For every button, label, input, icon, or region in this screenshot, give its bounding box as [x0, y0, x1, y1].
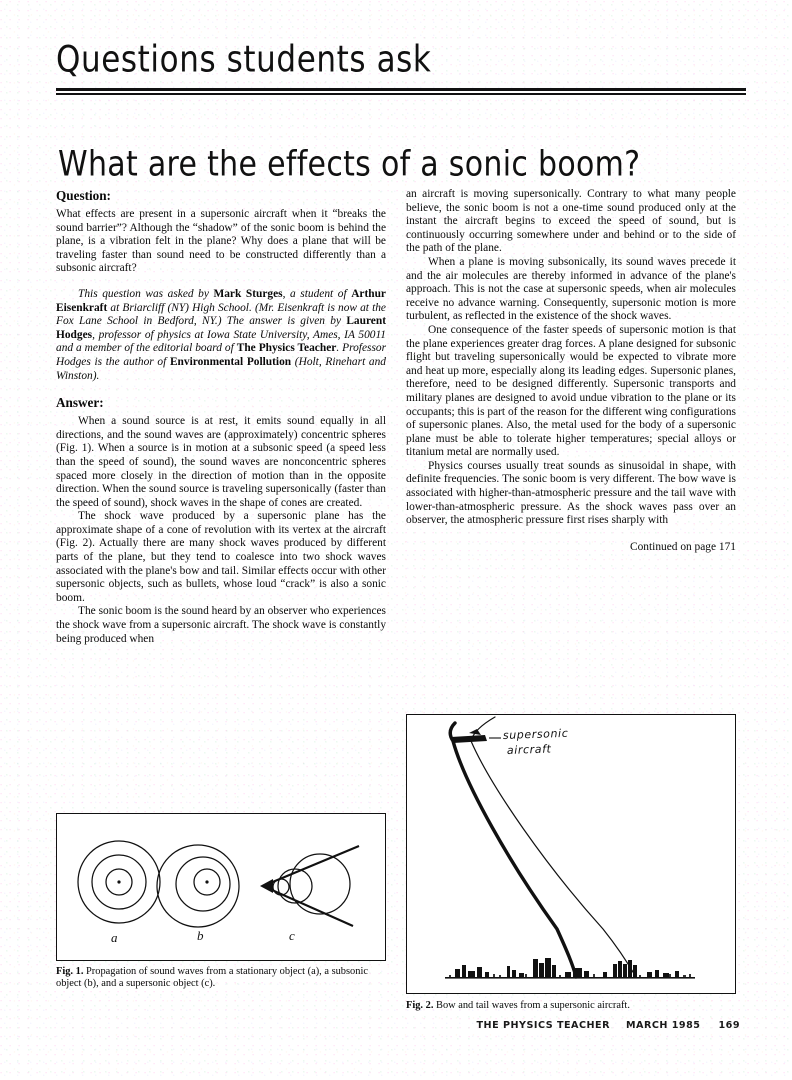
fig1-panel-a-source-dot	[117, 880, 120, 883]
right-paragraph-4: Physics courses usually treat sounds as sinusoidal in shape, with definite frequencies. The sonic boom is very different. The bow wave is associated with higher-than-atmospheric pressure and the tail wave with lower-than-atmospheric pressure. As the shock waves pass over an observer, the atmospheric pressure first rises sharply with	[406, 459, 736, 527]
answer-heading: Answer:	[56, 395, 104, 411]
page-footer	[406, 1020, 740, 1031]
fig1-panel-b-circles	[157, 845, 239, 927]
left-column	[56, 188, 386, 646]
fig2-caption-label: Fig. 2.	[406, 1000, 434, 1011]
article-title: What are the effects of a sonic boom?	[58, 144, 641, 185]
rule-thin	[56, 93, 746, 95]
fig2-tail-wave	[471, 717, 636, 977]
fig1-label-c: c	[289, 928, 295, 943]
masthead	[56, 38, 746, 81]
answer-paragraph-3: The sonic boom is the sound heard by an observer who experiences the shock wave from a supersonic aircraft. The shock wave is constantly being produced when	[56, 605, 387, 645]
attrib-name-teacher: Arthur Eisenkraft	[56, 287, 386, 314]
attrib-seg-6: (Holt, Rinehart and Winston).	[56, 355, 386, 382]
attrib-seg-2: , a student of	[282, 287, 352, 300]
fig2-annotation-line-2: aircraft	[506, 742, 552, 757]
footer-issue-date: MARCH 1985	[625, 1020, 701, 1031]
fig2-caption-text: Bow and tail waves from a supersonic aircraft.	[433, 1000, 630, 1011]
attrib-book-title: Environmental Pollution	[169, 355, 292, 368]
right-paragraph-3: One consequence of the faster speeds of supersonic motion is that the plane experiences greater drag forces. A plane designed for subsonic flight but traveling supersonically would be expected to vibrate more and heat up more, especially along its leading edges. Supersonic planes, therefore, need to be designed differently. Supersonic transports and military planes are designed to avoid undue vibration to the plane or its occupants; this is part of the reason for the different wing configurations of supersonic planes. Also, the metal used for the body of a supersonic plane must be able to tolerate higher temperatures; special alloys or titanium metal are normally used.	[406, 323, 736, 459]
attrib-seg-4: , professor of physics at Iowa State University, Ames, IA 50011 and a member of the editorial board of	[56, 328, 386, 355]
attrib-seg-5: . Professor Hodges is the author of	[56, 342, 387, 368]
right-column	[406, 188, 736, 566]
figure-2-caption	[406, 1000, 740, 1012]
question-text: What effects are present in a supersonic aircraft when it “breaks the sound barrier”? Although the “shadow” of the sonic boom is behind the plane, is a vibration felt in the plane? Why does a plane that will be traveling faster than sound need to be constructed differently than a subsonic aircraft?	[56, 208, 386, 275]
fig1-caption-label: Fig. 1.	[56, 966, 84, 977]
footer-page-number: 169	[718, 1020, 740, 1031]
fig1-panel-b-source-dot	[205, 880, 208, 883]
question-heading: Question:	[56, 188, 111, 203]
attribution-paragraph	[56, 288, 386, 383]
fig2-aircraft-icon	[451, 729, 487, 743]
figure-2-drawing	[407, 715, 733, 991]
fig1-label-a: a	[111, 930, 118, 945]
figure-1	[56, 813, 386, 961]
attrib-seg-1: This question was asked by	[78, 287, 214, 300]
attrib-seg-3: at Briarcliff (NY) High School. (Mr. Eisenkraft is now at the Fox Lane School in Bedford, NY.) The answer is given by	[56, 301, 386, 328]
attrib-journal-name: The Physics Teacher	[236, 342, 337, 355]
figure-2	[406, 714, 736, 994]
fig2-annotation-line-1: supersonic	[502, 726, 569, 742]
attrib-name-student: Mark Sturges	[213, 287, 283, 300]
figure-1-drawing	[57, 814, 383, 958]
right-paragraph-2: When a plane is moving subsonically, its sound waves precede it and the air molecules are thereby informed in advance of the plane's approach. This is not the case at supersonic speeds, when air molecules receive no advance warning. Consequently, supersonic motion is more turbulent, as reflected in the existence of the shock waves.	[406, 255, 736, 323]
masthead-title: Questions students ask	[56, 38, 432, 81]
attrib-name-author: Laurent Hodges	[56, 315, 386, 341]
right-paragraph-1: an aircraft is moving supersonically. Contrary to what many people believe, the sonic boom is not a one-time sound produced only at the instant the aircraft begins to exceed the speed of sound, but is continuously occurring somewhere under and behind or to the side of the path of the plane.	[406, 188, 736, 255]
masthead-rule	[56, 88, 746, 95]
fig1-panel-c-circles	[273, 854, 350, 914]
fig1-cone-vertex-arrow	[260, 879, 273, 893]
fig2-bow-wave	[450, 723, 576, 977]
continued-on-page: Continued on page 171	[630, 540, 736, 553]
fig1-caption-text: Propagation of sound waves from a stationary object (a), a subsonic object (b), and a supersonic object (c).	[56, 966, 368, 990]
answer-paragraph-1: When a sound source is at rest, it emits sound equally in all directions, and the sound waves are (approximately) concentric spheres (Fig. 1). When a source is in motion at a subsonic speed (a speed less than the speed of sound), the sound waves are nonconcentric spheres spaced more closely in the direction of motion than in the opposite direction. When the sound source is traveling supersonically (faster than the speed of sound), shock waves in the shape of cones are created.	[56, 415, 386, 509]
footer-journal-name: THE PHYSICS TEACHER	[476, 1020, 610, 1031]
figure-1-caption	[56, 966, 390, 991]
fig1-label-b: b	[197, 928, 204, 943]
answer-paragraph-2: The shock wave produced by a supersonic plane has the approximate shape of a cone of revolution with its vertex at the aircraft (Fig. 2). Actually there are many shock waves produced by different parts of the plane, but they tend to coalesce into two shock waves associated with the plane's bow and tail. Similar effects occur with other supersonic objects, such as bullets, whose loud “crack” is also a sonic boom.	[56, 510, 386, 604]
